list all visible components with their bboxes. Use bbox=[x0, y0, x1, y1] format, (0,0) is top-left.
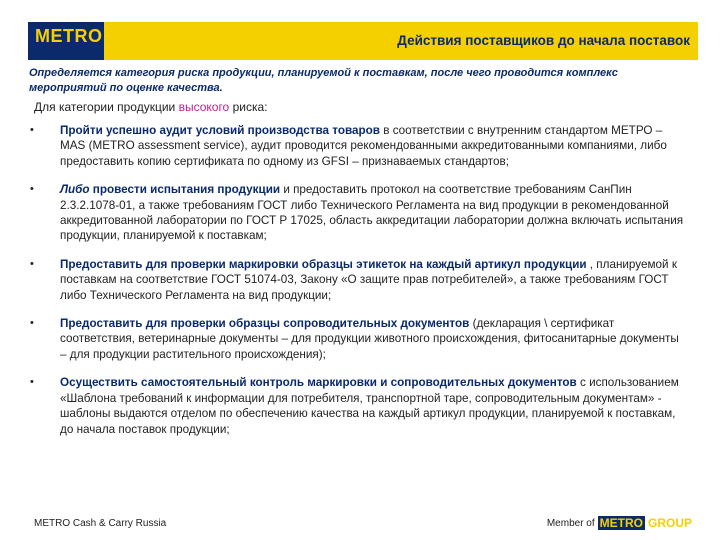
item-text: (декларация \ сертификат соответствия, ветеринарные документы – для продукции животного происхождения, фитосанитарные документы – для продукции растительного происхождения); bbox=[60, 317, 679, 361]
list-item bbox=[28, 375, 688, 437]
item-text: в соответствии с внутренним стандартом МЕТРО – MAS (METRO assessment service), аудит проводится рекомендованными аккредитованными компаниями, либо предоставить копию сертификата по одному из GFSI – признаваемых стандартов; bbox=[60, 124, 667, 168]
item-bold: провести испытания продукции bbox=[92, 183, 281, 197]
item-bold: Предоставить для проверки маркировки образцы этикеток на каждый артикул продукции bbox=[60, 257, 587, 271]
item-text: , планируемой к поставкам на соответствие ГОСТ 51074-03, Закону «О защите прав потребителей», а также требованиям ГОСТ либо Технического Регламента на вид продукции; bbox=[60, 257, 677, 302]
metro-group-logo: METRO bbox=[599, 516, 643, 530]
member-of-label: Member of bbox=[546, 517, 595, 529]
bullet-icon: • bbox=[30, 257, 34, 270]
item-text: и предоставить протокол на соответствие требованиям СанПин 2.3.2.1078-01, а также требованиям ГОСТ либо Технического Регламента на вид продукции в рекомендованной аккредитованной лаборатории по ГОСТ Р 17025, область аккредитации лаборатории должна включать испытания продукции, планируемой к поставкам; bbox=[60, 183, 684, 243]
footer-member bbox=[547, 516, 692, 530]
item-italic: Либо bbox=[60, 183, 93, 197]
category-line bbox=[34, 100, 267, 114]
page-title: Действия поставщиков до начала поставок bbox=[397, 33, 690, 48]
item-text: с использованием «Шаблона требований к информации для потребителя, транспортной таре, сопроводительным документам» - шаблоны выдаются отделом по обеспечению качества на каждый артикул продукции, планируемой к поставкам, до начала поставок продукции; bbox=[60, 376, 679, 436]
footer-company: METRO Cash & Carry Russia bbox=[34, 518, 167, 529]
header bbox=[0, 0, 720, 62]
bullet-icon: • bbox=[30, 183, 34, 196]
item-bold: Пройти успешно аудит условий производства товаров bbox=[60, 124, 380, 137]
item-bold: Осуществить самостоятельный контроль маркировки и сопроводительных документов bbox=[60, 376, 577, 390]
bullet-icon: • bbox=[30, 376, 34, 389]
intro-text: Определяется категория риска продукции, планируемой к поставкам, после чего проводится комплекс мероприятий по оценке качества. bbox=[29, 67, 618, 94]
bullet-icon: • bbox=[30, 124, 34, 136]
category-highlight: высокого bbox=[178, 100, 230, 114]
list-item bbox=[28, 316, 688, 362]
bullet-icon: • bbox=[30, 317, 34, 330]
category-prefix: Для категории продукции bbox=[34, 100, 179, 114]
bullet-list bbox=[28, 123, 688, 437]
list-item bbox=[28, 123, 688, 169]
item-bold: Предоставить для проверки образцы сопроводительных документов bbox=[60, 317, 470, 331]
metro-logo-text: METRO bbox=[35, 26, 103, 46]
category-suffix: риска: bbox=[229, 100, 268, 114]
group-label: GROUP bbox=[647, 516, 692, 530]
list-item bbox=[28, 257, 688, 303]
list-item bbox=[28, 182, 688, 244]
